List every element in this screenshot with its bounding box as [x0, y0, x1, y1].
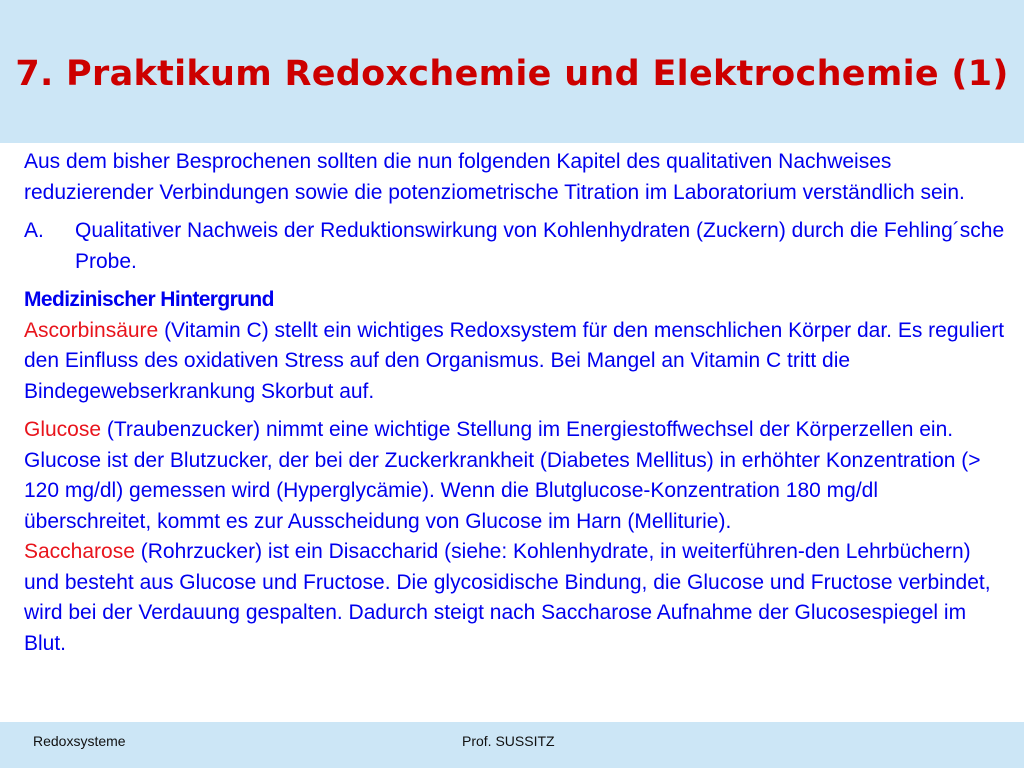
paragraph-glucose: [24, 415, 1009, 537]
paragraph-text: (Vitamin C) stellt ein wichtiges Redoxsystem für den menschlichen Körper dar. Es reguliert den Einfluss des oxidativen Stress auf den Organismus. Bei Mangel an Vitamin C tritt die Bindegewebserkrankung Skorbut auf.: [24, 318, 1005, 403]
footer-author: Prof. SUSSITZ: [462, 733, 555, 749]
paragraph-text: (Rohrzucker) ist ein Disaccharid (siehe: Kohlenhydrate, in weiterführen-den Lehrbüchern) und besteht aus Glucose und Fructose. Die glycosidische Bindung, die Glucose und Fructose verbindet, wird bei der Verdauung gespalten. Dadurch steigt nach Saccharose Aufnahme der Glucosespiegel im Blut.: [24, 540, 991, 655]
title-bar: [0, 0, 1024, 143]
term-ascorbinsaeure: Ascorbinsäure: [24, 318, 159, 342]
term-saccharose: Saccharose: [24, 540, 135, 563]
list-item-text: Qualitativer Nachweis der Reduktionswirkung von Kohlenhydraten (Zuckern) durch die Fehling´sche Probe.: [75, 219, 1005, 273]
paragraph-text: (Traubenzucker) nimmt eine wichtige Stellung im Energiestoffwechsel der Körperzellen ein. Glucose ist der Blutzucker, der bei der Zuckerkrankheit (Diabetes Mellitus) in erhöhter Konzentration (> 120 mg/dl) gemessen wird (Hyperglycämie). Wenn die Blutglucose-Konzentration 180 mg/dl überschreitet, kommt es zur Ausscheidung von Glucose im Harn (Melliturie).: [24, 418, 981, 533]
intro-paragraph: Aus dem bisher Besprochenen sollten die nun folgenden Kapitel des qualitativen Nachweises reduzierender Verbindungen sowie die potenziometrische Titration im Laboratorium verständlich sein.: [24, 150, 965, 204]
term-glucose: Glucose: [24, 418, 102, 441]
list-marker: A.: [24, 219, 44, 242]
paragraph-saccharose: [24, 537, 1009, 659]
paragraph-ascorbinsaeure: [24, 316, 1009, 408]
slide-title: 7. Praktikum Redoxchemie und Elektrochemie (1): [15, 54, 1009, 94]
list-item: [24, 216, 1009, 277]
slide-body: [24, 147, 1009, 659]
footer-topic: Redoxsysteme: [33, 733, 126, 749]
footer: [0, 722, 1024, 768]
section-heading: Medizinischer Hintergrund: [24, 288, 274, 311]
